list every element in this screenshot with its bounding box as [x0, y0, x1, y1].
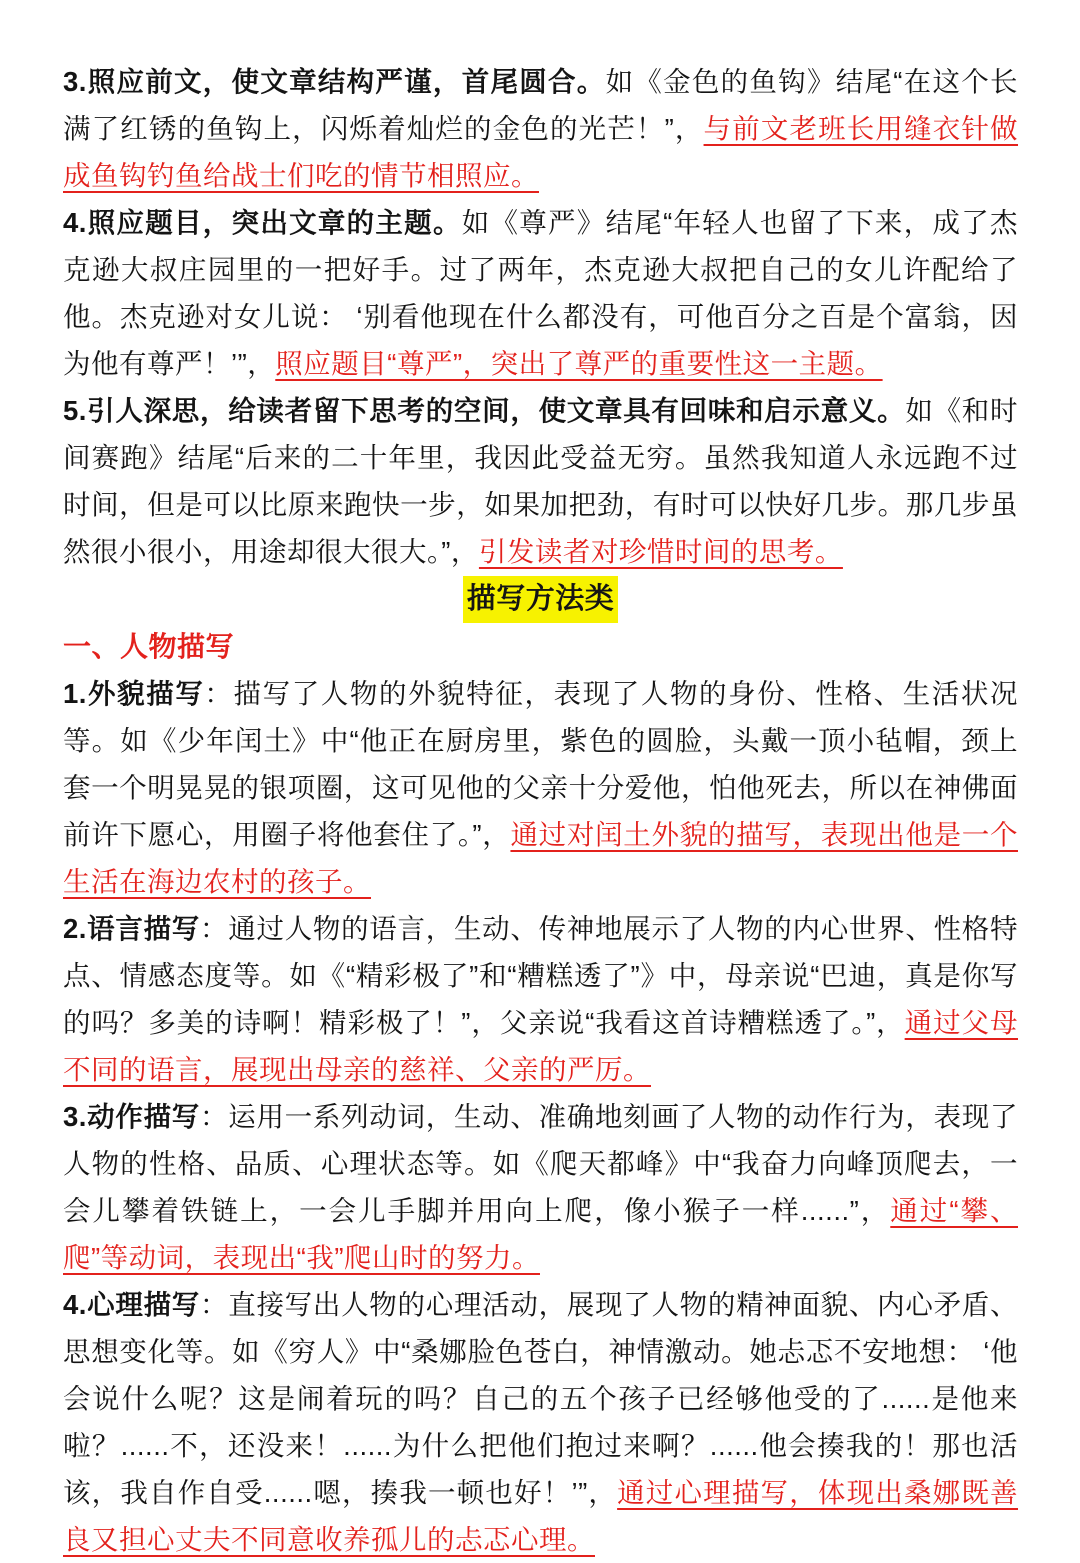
description-item-appearance-body: ：描写了人物的外貌特征，表现了人物的身份、性格、生活状况等。如《少年闰土》中“他正在厨房里，紫色的圆脸，头戴一顶小毡帽，颈上套一个明晃晃的银项圈，这可见他的父亲十分爱他，怕他死去，所以在神佛面前许下愿心，用圈子将他套住了。”，: [63, 678, 1019, 850]
ending-point-4-body: 如《尊严》结尾“年轻人也留了下来，成了杰克逊大叔庄园里的一把好手。过了两年，杰克逊大叔把自己的女儿许配给了他。杰克逊对女儿说： ‘别看他现在什么都没有，可他百分之百是个富翁，因为他有尊严！’”，: [63, 207, 1019, 379]
description-item-psychology-lead: 4.心理描写: [63, 1289, 201, 1320]
ending-point-5-body: 如《和时间赛跑》结尾“后来的二十年里，我因此受益无穷。虽然我知道人永远跑不过时间，但是可以比原来跑快一步，如果加把劲，有时可以快好几步。那几步虽然很小很小，用途却很大很大。”，: [63, 395, 1019, 567]
description-item-appearance-annotation: 通过对闰土外貌的描写，表现出他是一个生活在海边农村的孩子。: [63, 819, 1018, 897]
ending-point-3-annotation: 与前文老班长用缝衣针做成鱼钩钓鱼给战士们吃的情节相照应。: [63, 113, 1019, 191]
description-item-action-body: ：运用一系列动词，生动、准确地刻画了人物的动作行为，表现了人物的性格、品质、心理状态等。如《爬天都峰》中“我奋力向峰顶爬去，一会儿攀着铁链上，一会儿手脚并用向上爬，像小猴子一样......”，: [63, 1101, 1019, 1226]
ending-point-4: [63, 199, 1018, 387]
ending-point-3-body: 如《金色的鱼钩》结尾“在这个长满了红锈的鱼钩上，闪烁着灿烂的金色的光芒！”，: [63, 66, 1018, 144]
ending-point-3-lead: 3.照应前文，使文章结构严谨，首尾圆合。: [63, 66, 606, 97]
description-item-action: [63, 1093, 1018, 1281]
description-item-appearance-lead: 1.外貌描写: [63, 678, 205, 709]
sub-heading-character-description: 一、人物描写: [63, 631, 235, 662]
description-item-action-annotation: 通过“攀、爬”等动词，表现出“我”爬山时的努力。: [63, 1195, 1018, 1273]
ending-point-4-annotation: 照应题目“尊严”，突出了尊严的重要性这一主题。: [275, 348, 883, 379]
description-item-psychology-body: ：直接写出人物的心理活动，展现了人物的精神面貌、内心矛盾、思想变化等。如《穷人》中“桑娜脸色苍白，神情激动。她忐忑不安地想： ‘他会说什么呢？这是闹着玩的吗？自己的五个孩子已经够他受的了......是他来啦？......不，还没来！......为什么把他们抱过来啊？......他会揍我的！那也活该，我自作自受......嗯，揍我一顿也好！’”，: [63, 1289, 1019, 1508]
description-item-appearance: [63, 670, 1018, 905]
description-item-action-lead: 3.动作描写: [63, 1101, 201, 1132]
section-title: 描写方法类: [463, 576, 619, 623]
ending-point-5-annotation: 引发读者对珍惜时间的思考。: [478, 536, 843, 567]
ending-point-3: [63, 58, 1018, 199]
description-item-language: [63, 905, 1018, 1093]
ending-point-5: [63, 387, 1018, 575]
description-item-language-lead: 2.语言描写: [63, 913, 201, 944]
description-item-language-body: ：通过人物的语言，生动、传神地展示了人物的内心世界、性格特点、情感态度等。如《“精彩极了”和“糟糕透了”》中，母亲说“巴迪，真是你写的吗？多美的诗啊！精彩极了！”，父亲说“我看这首诗糟糕透了。”，: [63, 913, 1019, 1038]
ending-point-5-lead: 5.引人深思，给读者留下思考的空间，使文章具有回味和启示意义。: [63, 395, 906, 426]
ending-point-4-lead: 4.照应题目，突出文章的主题。: [63, 207, 462, 238]
description-item-psychology: [63, 1281, 1018, 1563]
description-item-psychology-annotation: 通过心理描写，体现出桑娜既善良又担心丈夫不同意收养孤儿的忐忑心理。: [63, 1477, 1019, 1555]
section-title-row: [63, 575, 1018, 623]
description-item-language-annotation: 通过父母不同的语言，展现出母亲的慈祥、父亲的严厉。: [63, 1007, 1018, 1085]
